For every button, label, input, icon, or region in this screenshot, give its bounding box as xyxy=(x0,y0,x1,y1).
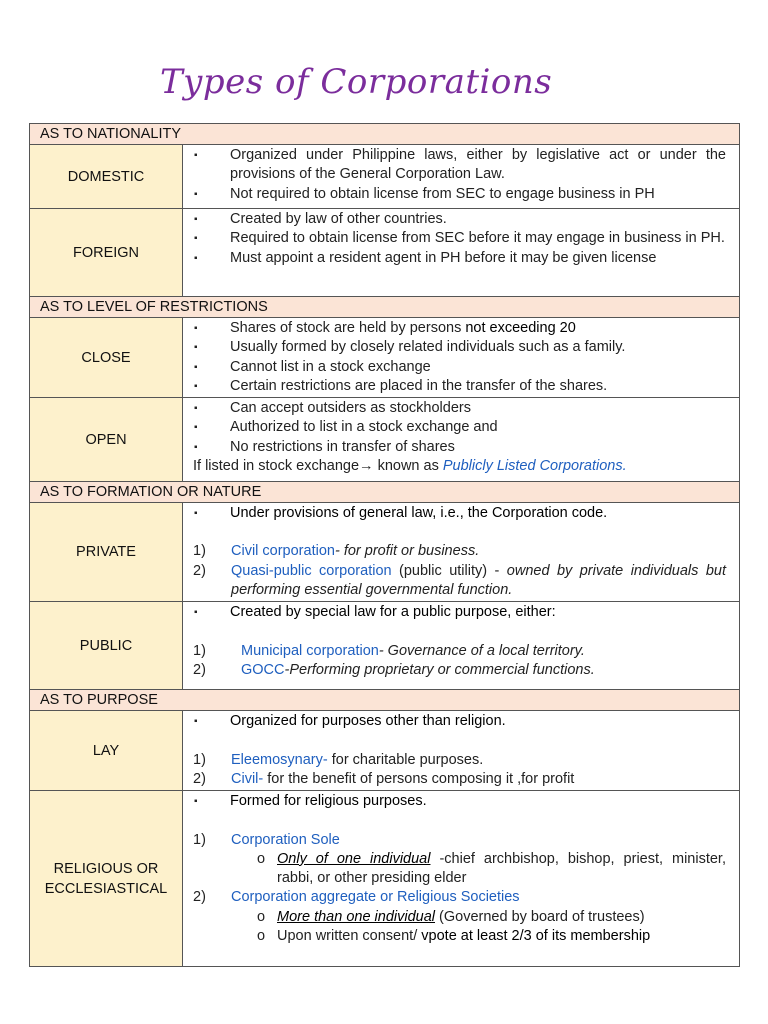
section-nationality xyxy=(30,124,740,145)
row-label: PRIVATE xyxy=(30,503,183,602)
row-public xyxy=(30,602,740,690)
bullet-icon: ▪ xyxy=(194,422,198,434)
section-header: AS TO FORMATION OR NATURE xyxy=(30,482,740,503)
row-content: ▪ Created by special law for a public purpose, either: 1) Municipal corporation- Governance of a local territory. 2) GOCC-Performing proprietary or commercial functions. xyxy=(183,602,740,690)
section-header: AS TO PURPOSE xyxy=(30,690,740,711)
bullet-icon: ▪ xyxy=(194,403,198,415)
row-label: OPEN xyxy=(30,398,183,482)
bullet-icon: ▪ xyxy=(194,441,198,453)
bullet-icon: ▪ xyxy=(194,252,198,264)
section-header: AS TO NATIONALITY xyxy=(30,124,740,145)
row-label: FOREIGN xyxy=(30,209,183,297)
circle-bullet-icon: o xyxy=(257,928,266,945)
bullet-icon: ▪ xyxy=(194,508,198,520)
bullet-icon: ▪ xyxy=(194,233,198,245)
section-header: AS TO LEVEL OF RESTRICTIONS xyxy=(30,297,740,318)
bullet-icon: ▪ xyxy=(194,342,198,354)
row-label: PUBLIC xyxy=(30,602,183,690)
row-open xyxy=(30,398,740,482)
bullet-icon: ▪ xyxy=(194,361,198,373)
bullet-icon: ▪ xyxy=(194,214,198,225)
row-content: ▪ Created by law of other countries. ▪ Required to obtain license from SEC before it may engage in business in PH. ▪ Must appoint a resident agent in PH before it may be given license xyxy=(183,209,740,297)
row-close xyxy=(30,318,740,398)
row-content: ▪ Organized under Philippine laws, either by legislative act or under the provisions of the General Corporation Law. ▪ Not required to obtain license from SEC to engage business in PH xyxy=(183,145,740,209)
row-label: RELIGIOUS OR ECCLESIASTICAL xyxy=(30,791,183,967)
row-content: ▪ Organized for purposes other than religion. 1) Eleemosynary- for charitable purposes. 2) Civil- for the benefit of persons composing it ,for profit xyxy=(183,711,740,791)
bullet-icon: ▪ xyxy=(194,188,198,200)
row-content: ▪ Can accept outsiders as stockholders ▪ Authorized to list in a stock exchange and ▪ No restrictions in transfer of shares If listed in stock exchange→ known as Publicly Listed Corporations. xyxy=(183,398,740,482)
open-note: If listed in stock exchange→ known as Publicly Listed Corporations. xyxy=(193,458,627,475)
row-label: CLOSE xyxy=(30,318,183,398)
row-private xyxy=(30,503,740,602)
section-formation xyxy=(30,482,740,503)
bullet-icon: ▪ xyxy=(194,323,198,334)
bullet-icon: ▪ xyxy=(194,796,198,808)
bullet-icon: ▪ xyxy=(194,607,198,619)
bullet-icon: ▪ xyxy=(194,150,198,161)
arrow-right-icon: → xyxy=(359,458,374,475)
page-title: Types of Corporations xyxy=(160,62,553,102)
circle-bullet-icon: o xyxy=(257,850,266,867)
bullet-icon: ▪ xyxy=(194,716,198,728)
row-content: ▪ Formed for religious purposes. 1) Corporation Sole o Only of one individual -chief archbishop, bishop, priest, minister, rabbi, or other presiding elder 2) Corporation aggregate or Religious Societies o More than one individual (Governed by board of trustees) o Upon written consent/ vpote at least 2/3 of its membership xyxy=(183,791,740,967)
row-content: ▪ Shares of stock are held by persons not exceeding 20 ▪ Usually formed by closely related individuals such as a family. ▪ Cannot list in a stock exchange ▪ Certain restrictions are placed in the transfer of the shares. xyxy=(183,318,740,398)
bullet-icon: ▪ xyxy=(194,380,198,392)
row-label: LAY xyxy=(30,711,183,791)
section-restrictions xyxy=(30,297,740,318)
row-content: ▪ Under provisions of general law, i.e., the Corporation code. 1) Civil corporation- for profit or business. 2) Quasi-public corporation (public utility) - owned by private individuals but performing essential governmental function. xyxy=(183,503,740,602)
corporations-table xyxy=(29,123,740,967)
row-domestic xyxy=(30,145,740,209)
section-purpose xyxy=(30,690,740,711)
row-religious xyxy=(30,791,740,967)
row-label: DOMESTIC xyxy=(30,145,183,209)
row-lay xyxy=(30,711,740,791)
circle-bullet-icon: o xyxy=(257,908,266,925)
row-foreign xyxy=(30,209,740,297)
